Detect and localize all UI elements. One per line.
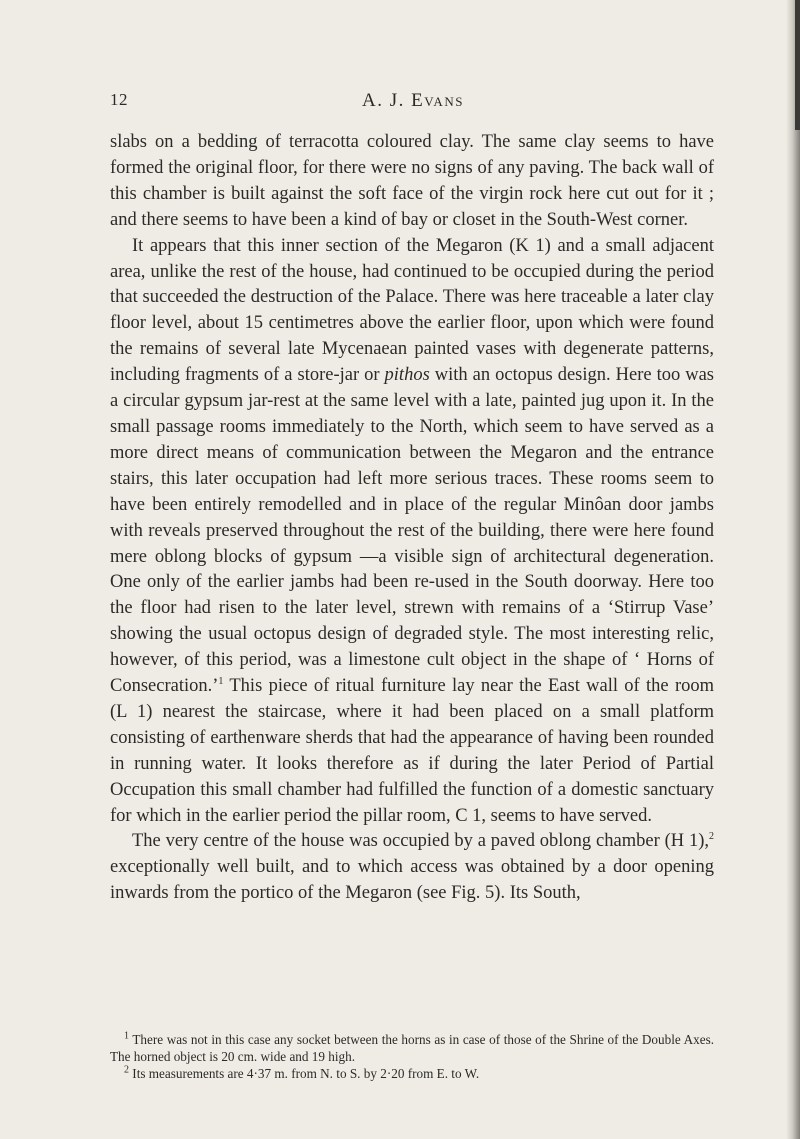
paragraph-2-part-b: with an octopus design. Here too was a circular gypsum jar-rest at the same level with a late, painted jug upon it. In the small passage rooms immediately to the North, which seem to have served as a more direct means of communication between the Megaron and the entrance stairs, this later occupation had left more serious traces. These rooms seem to have been entirely remodelled and in place of the regular Minôan door jambs with reveals preserved throughout the rest of the building, there were here found mere oblong blocks of gypsum —a visible sign of architectural degeneration. One only of the earlier jambs had been re-used in the South doorway. Here too the floor had risen to the later level, strewn with remains of a ‘Stirrup Vase’ showing the usual octopus design of degraded style. The most interesting relic, however, of this period, was a limestone cult object in the shape of ‘ Horns of Consecration.’: [110, 365, 714, 697]
paragraph-2-part-c: This piece of ritual furniture lay near the East wall of the room (L 1) nearest the staircase, where it had been placed on a small platform consisting of earthenware sherds that had the appearance of having been rounded in running water. It looks therefore as if during the later Period of Partial Occupation this small chamber had fulfilled the function of a domestic sanctuary for which in the earlier period the pillar room, C 1, seems to have served.: [110, 676, 714, 826]
footnote-ref-1: 1: [218, 675, 224, 687]
page-edge-shadow: [786, 0, 800, 1139]
paragraph-3-part-a: The very centre of the house was occupied by a paved oblong chamber (H 1),: [132, 831, 709, 852]
paragraph-2-part-a: It appears that this inner section of the Megaron (K 1) and a small adjacent area, unlike the rest of the house, had continued to be occupied during the period that succeeded the destruction of the Palace. There was here traceable a later clay floor level, about 15 centimetres above the earlier floor, upon which were found the remains of several late Mycenaean painted vases with degenerate patterns, including fragments of a store-jar or: [110, 235, 714, 386]
footnote-2-text: Its measurements are 4·37 m. from N. to S. by 2·20 from E. to W.: [129, 1066, 480, 1081]
footnote-1: [110, 1031, 714, 1065]
running-title: A. J. Evans: [362, 90, 464, 111]
paragraph-2: [110, 234, 714, 830]
footnote-1-mark: 1: [124, 1030, 129, 1042]
page-edge-dark: [795, 0, 800, 130]
italic-term-pithos: pithos: [384, 365, 430, 386]
footnote-1-text: There was not in this case any socket between the horns as in case of those of the Shrine of the Double Axes. The horned object is 20 cm. wide and 19 high.: [110, 1032, 714, 1064]
footnote-ref-2: 2: [709, 831, 714, 843]
running-head: [110, 90, 710, 116]
page-number: 12: [110, 90, 128, 109]
body-text: [110, 130, 714, 907]
paragraph-3-part-b: exceptionally well built, and to which access was obtained by a door opening inwards from the portico of the Megaron (see Fig. 5). Its South,: [110, 857, 714, 904]
footnote-2: [110, 1065, 714, 1082]
paragraph-1: slabs on a bedding of terracotta coloured clay. The same clay seems to have formed the original floor, for there were no signs of any paving. The back wall of this chamber is built against the soft face of the virgin rock here cut out for it ; and there seems to have been a kind of bay or closet in the South-West corner.: [110, 132, 714, 230]
footnote-2-mark: 2: [124, 1064, 129, 1076]
footnotes: [110, 1031, 714, 1082]
paragraph-3: [110, 829, 714, 907]
